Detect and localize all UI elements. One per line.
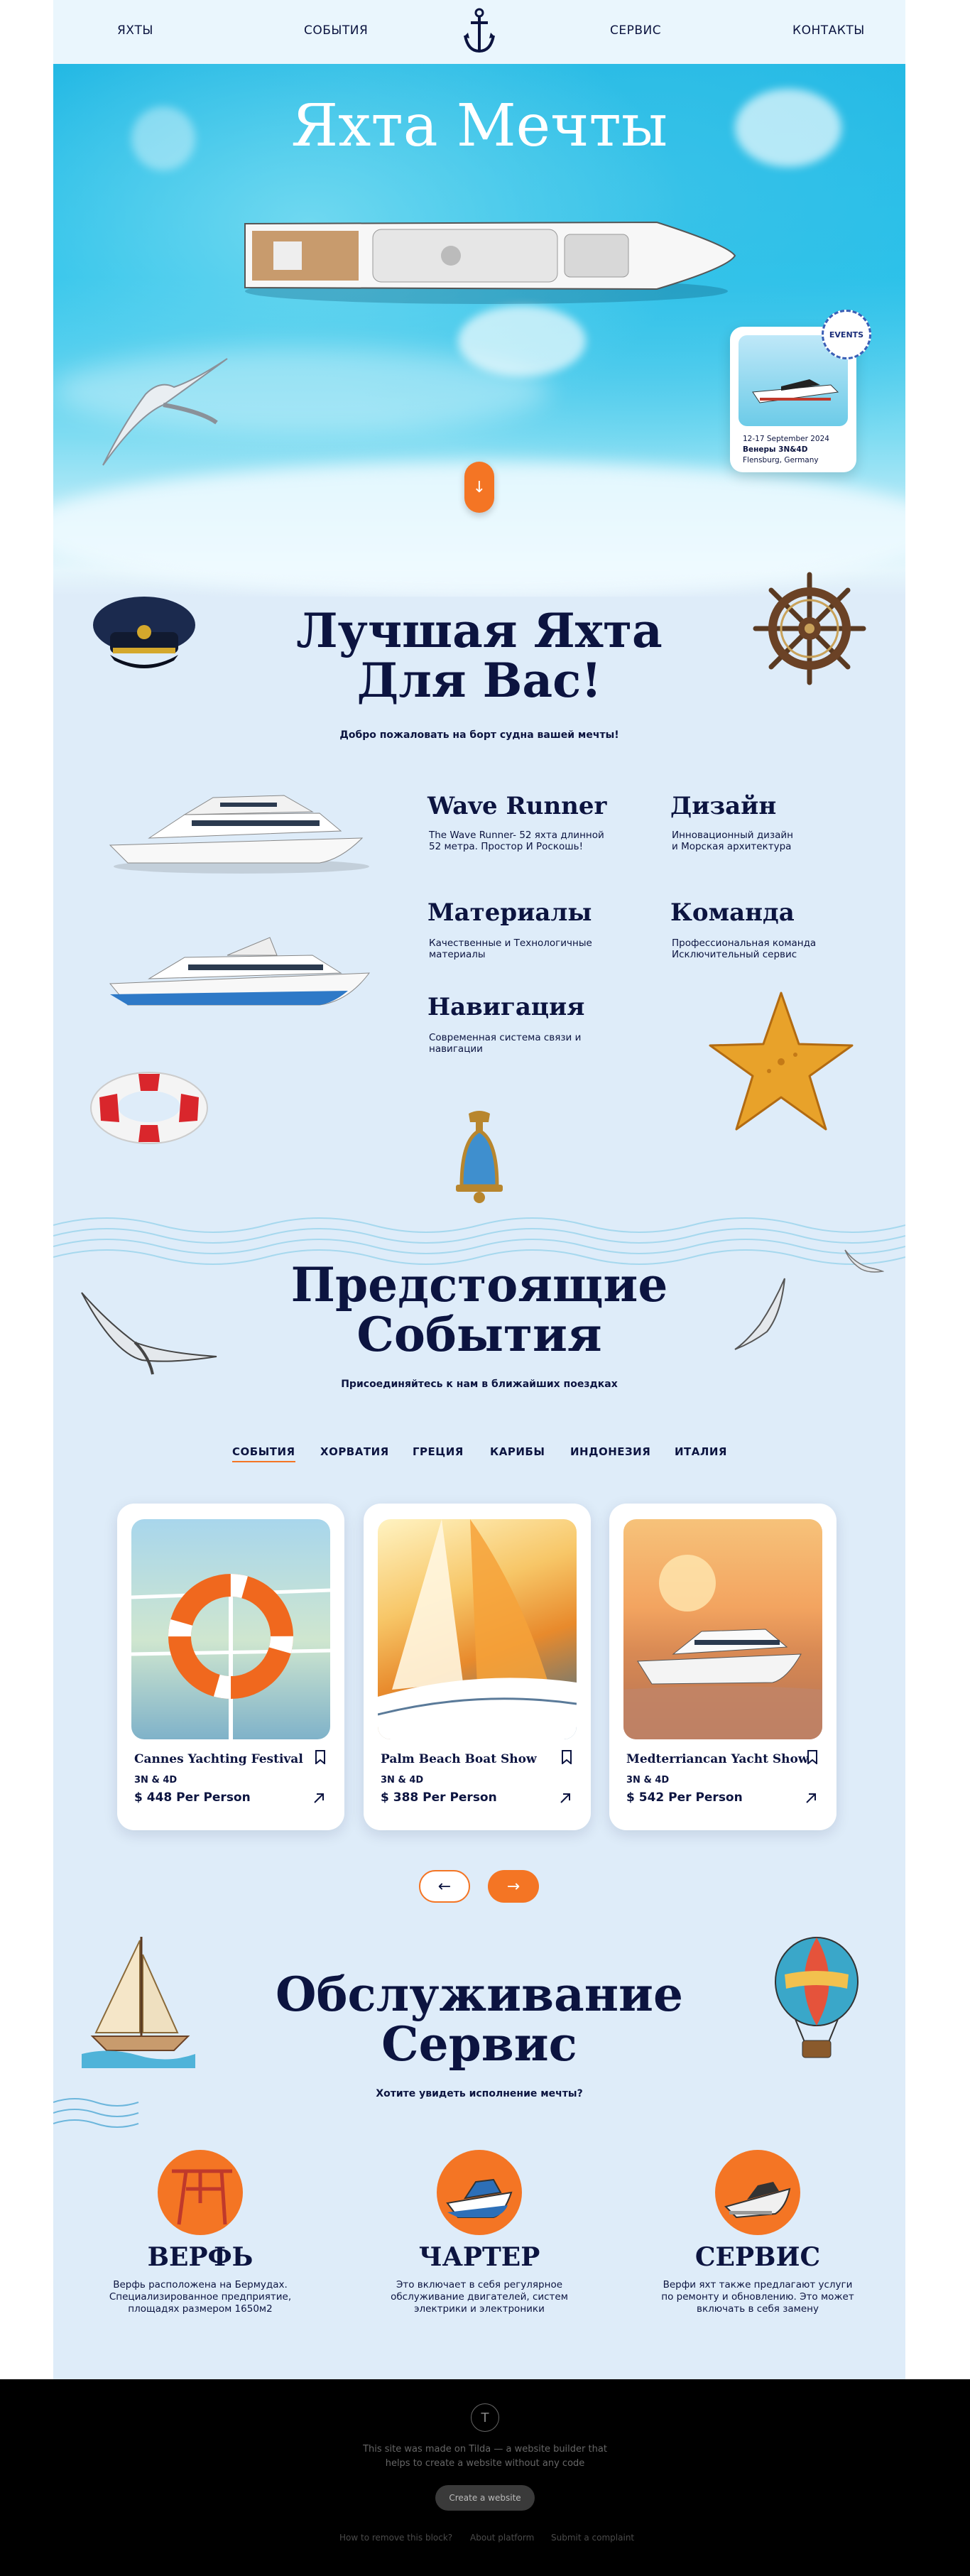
event-card-price: $ 542 Per Person [626,1790,743,1805]
feature-text: Качественные и Технологичные [429,938,592,949]
tab-croatia[interactable]: ХОРВАТИЯ [320,1445,389,1458]
arrow-up-right-icon[interactable] [312,1791,326,1805]
about-subtitle: Добро пожаловать на борт судна вашей мечты! [339,729,619,741]
event-card-price: $ 448 Per Person [134,1790,251,1805]
create-website-button[interactable]: Create a website [435,2485,535,2511]
event-location: Flensburg, Germany [743,456,819,464]
service-text-line: Это включает в себя регулярное [396,2279,563,2290]
service-title-shipyard: ВЕРФЬ [147,2242,254,2272]
tilda-logo-icon[interactable]: T [471,2403,499,2432]
next-button[interactable] [488,1870,539,1903]
event-card-price: $ 388 Per Person [381,1790,497,1805]
arrow-down-icon: ↓ [472,478,486,496]
event-card[interactable] [117,1504,344,1830]
tab-indonesia[interactable]: ИНДОНЕЗИЯ [570,1445,651,1458]
event-card-title: Medterriancan Yacht Show [626,1752,809,1766]
service-text-line: электрики и электроники [414,2303,545,2315]
service-text-line: Специализированное предприятие, [109,2291,292,2303]
wave-lines-deco [53,2095,146,2138]
feature-text: 52 метра. Простор И Роскошь! [429,841,583,852]
arrow-up-right-icon[interactable] [804,1791,818,1805]
yacht-side-image [107,771,376,877]
hero [53,64,905,597]
arrow-right-icon: → [506,1877,521,1896]
feature-title-design: Дизайн [670,792,777,820]
event-card-duration: 3N & 4D [134,1775,178,1786]
service-text [72,2279,328,2315]
event-card-duration: 3N & 4D [626,1775,670,1786]
feature-title-team: Команда [670,898,795,927]
tab-events[interactable]: СОБЫТИЯ [232,1445,295,1462]
service-title-line1: Обслуживание [276,1967,683,2022]
anchor-icon[interactable] [462,6,496,55]
arrow-up-right-icon[interactable] [558,1791,572,1805]
service-text-line: обслуживание двигателей, систем [391,2291,568,2303]
tab-italy[interactable]: ИТАЛИЯ [675,1445,727,1458]
tab-caribbean[interactable]: КАРИБЫ [490,1445,545,1458]
footer-link-about[interactable]: About platform [470,2533,535,2543]
event-card[interactable] [364,1504,591,1830]
feature-text: навигации [429,1043,483,1055]
hero-title: Яхта Мечты [290,92,668,160]
service-text [630,2279,885,2315]
event-dates: 12-17 September 2024 [743,435,829,443]
footer-text: helps to create a website without any code [385,2458,585,2469]
service-text-line: включать в себя замену [697,2303,819,2315]
nav-service[interactable]: СЕРВИС [610,23,662,38]
header [53,0,905,64]
feature-title-wave-runner: Wave Runner [427,792,607,820]
scroll-down-button[interactable] [464,462,494,513]
feature-text: и Морская архитектура [672,841,792,852]
event-card-image [131,1519,330,1739]
event-card-title: Palm Beach Boat Show [381,1752,537,1766]
service-title-line2: Сервис [381,2016,577,2072]
nav-events[interactable]: СОБЫТИЯ [304,23,369,38]
feature-text: материалы [429,949,486,960]
service-boat-icon [715,2150,800,2235]
service-text-line: Верфи яхт также предлагают услуги [663,2279,853,2290]
event-card-duration: 3N & 4D [381,1775,424,1786]
lifebuoy-icon [85,1065,213,1151]
feature-text: Современная система связи и [429,1032,582,1043]
events-title-line2: События [356,1307,602,1362]
charter-boat-icon [437,2150,522,2235]
yacht-side-image [107,923,376,1016]
event-card[interactable] [609,1504,837,1830]
bookmark-icon[interactable] [315,1750,326,1764]
feature-text: Исключительный сервис [672,949,797,960]
feature-title-materials: Материалы [427,898,592,927]
bookmark-icon[interactable] [807,1750,818,1764]
events-subtitle: Присоединяйтесь к нам в ближайших поездках [341,1379,618,1390]
feature-text: Инновационный дизайн [672,830,793,841]
starfish-icon [707,987,856,1136]
about-title-line1: Лучшая Яхта [296,603,663,658]
shipyard-crane-icon [158,2150,243,2235]
footer-link-complaint[interactable]: Submit a complaint [551,2533,635,2543]
seagull-icon [96,337,231,479]
footer-link-remove[interactable]: How to remove this block? [339,2533,453,2543]
service-text-line: по ремонту и обновлению. Это может [661,2291,854,2303]
bookmark-icon[interactable] [561,1750,572,1764]
service-text-line: Верфь расположена на Бермудах. [113,2279,288,2290]
prev-button[interactable] [419,1870,470,1903]
nav-contacts[interactable]: КОНТАКТЫ [792,23,865,38]
event-card-title: Cannes Yachting Festival [134,1752,303,1766]
service-title-charter: ЧАРТЕР [418,2242,540,2272]
footer-text: This site was made on Tilda — a website builder that [363,2444,607,2455]
service-text-line: площадях размером 1650м2 [128,2303,273,2315]
service-text [352,2279,607,2315]
about-title-line2: Для Вас! [356,653,602,708]
main-panel [53,0,905,2379]
event-duration: Венеры 3N&4D [743,445,808,454]
event-card-image [623,1519,822,1739]
ship-bell-icon [447,1108,511,1207]
nav-yachts[interactable]: ЯХТЫ [117,23,153,38]
service-subtitle: Хотите увидеть исполнение мечты? [376,2088,583,2099]
yacht-topview-image [231,202,742,309]
service-title-service: СЕРВИС [694,2242,821,2272]
arrow-left-icon: ← [437,1877,452,1896]
tab-greece[interactable]: ГРЕЦИЯ [413,1445,464,1458]
event-card-image [378,1519,577,1739]
feature-text: Профессиональная команда [672,938,817,949]
events-title-line1: Предстоящие [290,1257,668,1313]
events-badge: EVENTS [822,310,871,359]
feature-text: The Wave Runner- 52 яхта длинной [429,830,604,841]
feature-title-navigation: Навигация [427,993,585,1021]
